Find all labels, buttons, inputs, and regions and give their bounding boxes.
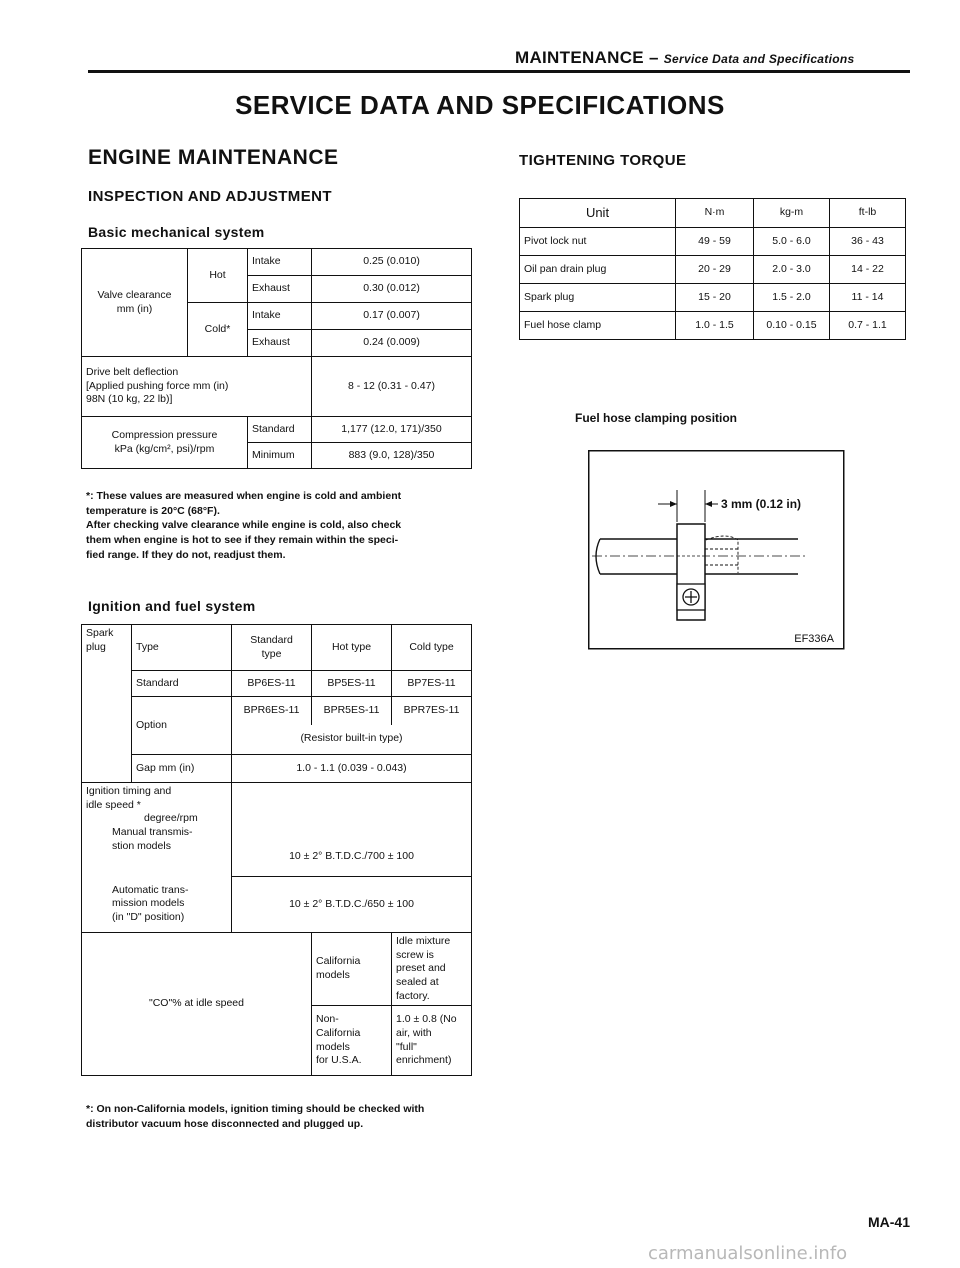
standard-cold-plug: BP7ES-11: [392, 671, 472, 697]
tightening-torque-heading: TIGHTENING TORQUE: [519, 152, 687, 169]
type-header: Type: [132, 625, 232, 671]
basic-mechanical-heading: Basic mechanical system: [88, 224, 265, 240]
torque-value: 0.7 - 1.1: [830, 312, 906, 340]
resistor-note: (Resistor built-in type): [232, 725, 472, 755]
timing-cell: [82, 783, 232, 877]
hot-intake-value: 0.25 (0.010): [312, 249, 472, 276]
non-california-value: 1.0 ± 0.8 (No air, with "full" enrichment): [392, 1006, 472, 1076]
cold-intake-label: Intake: [248, 303, 312, 330]
hot-intake-label: Intake: [248, 249, 312, 276]
figure-frame: [589, 451, 844, 649]
watermark: carmanualsonline.info: [648, 1243, 848, 1264]
ignition-fuel-heading: Ignition and fuel system: [88, 598, 256, 614]
standard-type-header: Standard type: [232, 625, 312, 671]
manual-label: Manual transmis- stion models: [112, 825, 193, 852]
torque-header-cell: N·m: [676, 199, 754, 228]
california-value: Idle mixture screw is preset and sealed at factory.: [392, 933, 472, 1006]
figure-code: EF336A: [794, 633, 834, 645]
option-cold-plug: BPR7ES-11: [392, 697, 472, 725]
torque-value: 1.0 - 1.5: [676, 312, 754, 340]
header-rule: [88, 70, 910, 73]
compression-minimum-value: 883 (9.0, 128)/350: [312, 443, 472, 469]
degree-rpm-label: degree/rpm: [144, 812, 198, 825]
standard-standard-plug: BP6ES-11: [232, 671, 312, 697]
torque-header-cell: Unit: [520, 199, 676, 228]
timing-label: Ignition timing and idle speed *: [86, 785, 172, 811]
torque-row: [520, 312, 906, 340]
hot-label: Hot: [188, 249, 248, 303]
header-separator: –: [643, 48, 664, 67]
torque-value: 36 - 43: [830, 228, 906, 256]
hot-exhaust-label: Exhaust: [248, 276, 312, 303]
dimension-arrows: [670, 501, 712, 507]
option-hot-plug: BPR5ES-11: [312, 697, 392, 725]
torque-item: Fuel hose clamp: [520, 312, 676, 340]
spark-plug-label: Spark plug: [82, 625, 132, 783]
torque-value: 20 - 29: [676, 256, 754, 284]
option-row-label: Option: [132, 697, 232, 755]
valve-clearance-label: Valve clearance mm (in): [82, 249, 188, 357]
torque-value: 15 - 20: [676, 284, 754, 312]
gap-label: Gap mm (in): [132, 755, 232, 783]
auto-label: Automatic trans- mission models (in "D" position): [82, 877, 232, 933]
figure-caption: Fuel hose clamping position: [575, 411, 738, 425]
torque-row: [520, 256, 906, 284]
manual-value: 10 ± 2° B.T.D.C./700 ± 100: [232, 783, 472, 877]
california-label: California models: [312, 933, 392, 1006]
cold-intake-value: 0.17 (0.007): [312, 303, 472, 330]
auto-value: 10 ± 2° B.T.D.C./650 ± 100: [232, 877, 472, 933]
drive-belt-value: 8 - 12 (0.31 - 0.47): [312, 357, 472, 417]
basic-mechanical-table: [81, 248, 472, 469]
standard-hot-plug: BP5ES-11: [312, 671, 392, 697]
compression-standard-value: 1,177 (12.0, 171)/350: [312, 417, 472, 443]
co-label: "CO"% at idle speed: [82, 933, 312, 1076]
standard-row-label: Standard: [132, 671, 232, 697]
ignition-fuel-table: [81, 624, 472, 1076]
gap-value: 1.0 - 1.1 (0.039 - 0.043): [232, 755, 472, 783]
cold-exhaust-value: 0.24 (0.009): [312, 330, 472, 357]
torque-value: 11 - 14: [830, 284, 906, 312]
torque-row: [520, 284, 906, 312]
torque-item: Spark plug: [520, 284, 676, 312]
torque-item: Pivot lock nut: [520, 228, 676, 256]
header-subsection: Service Data and Specifications: [663, 52, 855, 66]
page-number: MA-41: [868, 1214, 911, 1230]
basic-footnote: *: These values are measured when engine is cold and ambient temperature is 20°C (68°F). After checking valve clearance while engine is cold, also check them when engine is hot to see if they remain within the speci- fied range. If they do not, readjust them.: [86, 490, 402, 561]
torque-header-cell: kg-m: [754, 199, 830, 228]
non-california-label: Non- California models for U.S.A.: [312, 1006, 392, 1076]
dimension-extension-lines: [677, 490, 705, 522]
torque-item: Oil pan drain plug: [520, 256, 676, 284]
torque-header-row: [520, 199, 906, 228]
hot-exhaust-value: 0.30 (0.012): [312, 276, 472, 303]
torque-value: 2.0 - 3.0: [754, 256, 830, 284]
torque-value: 0.10 - 0.15: [754, 312, 830, 340]
engine-maintenance-heading: ENGINE MAINTENANCE: [88, 146, 339, 169]
header-section: MAINTENANCE: [515, 48, 644, 67]
ignition-footnote: *: On non-California models, ignition timing should be checked with distributor vacuum hose disconnected and plugged up.: [86, 1103, 425, 1130]
torque-value: 14 - 22: [830, 256, 906, 284]
drive-belt-label: Drive belt deflection [Applied pushing force mm (in) 98N (10 kg, 22 lb)]: [82, 357, 312, 417]
torque-value: 1.5 - 2.0: [754, 284, 830, 312]
option-standard-plug: BPR6ES-11: [232, 697, 312, 725]
hot-type-header: Hot type: [312, 625, 392, 671]
compression-standard-label: Standard: [248, 417, 312, 443]
dimension-label: 3 mm (0.12 in): [721, 497, 802, 511]
torque-table: [519, 198, 906, 340]
inspection-adjustment-heading: INSPECTION AND ADJUSTMENT: [88, 188, 332, 205]
fuel-hose-clamp-figure: [588, 450, 850, 655]
cold-type-header: Cold type: [392, 625, 472, 671]
torque-value: 5.0 - 6.0: [754, 228, 830, 256]
compression-label: Compression pressure kPa (kg/cm², psi)/rpm: [82, 417, 248, 469]
cold-label: Cold*: [188, 303, 248, 357]
torque-value: 49 - 59: [676, 228, 754, 256]
cold-exhaust-label: Exhaust: [248, 330, 312, 357]
torque-row: [520, 228, 906, 256]
torque-header-cell: ft-lb: [830, 199, 906, 228]
running-header: [515, 48, 854, 68]
page-title: SERVICE DATA AND SPECIFICATIONS: [235, 90, 725, 120]
compression-minimum-label: Minimum: [248, 443, 312, 469]
